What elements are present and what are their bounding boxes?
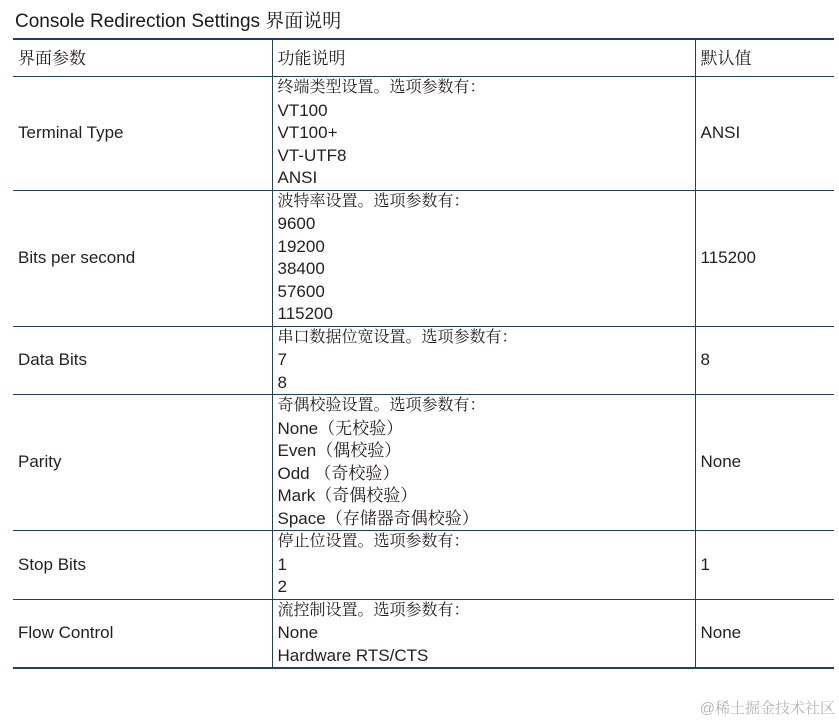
- description-intro: 终端类型设置。选项参数有：: [277, 79, 486, 96]
- column-header-parameter: 界面参数: [13, 39, 272, 77]
- default-value-cell: None: [695, 599, 834, 668]
- description-cell: [272, 531, 695, 600]
- option-item: VT100: [277, 100, 328, 120]
- description-intro: 流控制设置。选项参数有：: [277, 601, 470, 619]
- default-value-cell: 115200: [695, 190, 834, 326]
- option-item: VT-UTF8: [277, 145, 347, 165]
- description-intro: 奇偶校验设置。选项参数有：: [277, 397, 486, 414]
- description-intro: 停止位设置。选项参数有：: [277, 533, 470, 550]
- option-item: Odd （奇校验）: [277, 463, 400, 483]
- parameter-name-cell: Terminal Type: [13, 77, 272, 191]
- option-item: Even（偶校验）: [277, 441, 402, 460]
- table-body: [13, 77, 834, 669]
- parameter-name-cell: Stop Bits: [13, 531, 272, 600]
- option-item: 57600: [277, 281, 325, 301]
- table-row: [13, 326, 834, 395]
- description-intro: 串口数据位宽设置。选项参数有：: [277, 328, 518, 346]
- option-item: Space（存储器奇偶校验）: [277, 508, 479, 528]
- option-item: 115200: [277, 304, 333, 323]
- description-cell: [272, 190, 695, 326]
- default-value-cell: 1: [695, 531, 834, 600]
- default-value-cell: ANSI: [695, 77, 834, 191]
- option-item: ANSI: [277, 168, 318, 187]
- option-item: 9600: [277, 214, 316, 233]
- table-row: [13, 599, 834, 668]
- parameter-name-cell: Bits per second: [13, 190, 272, 326]
- description-cell: [272, 77, 695, 191]
- option-item: 1: [277, 554, 287, 574]
- option-item: VT100+: [277, 123, 338, 142]
- option-item: 8: [277, 372, 287, 392]
- option-item: None（无校验）: [277, 418, 404, 438]
- option-item: Mark（奇偶校验）: [277, 486, 418, 505]
- table-header-row: [13, 39, 834, 77]
- table-row: [13, 190, 834, 326]
- column-header-description: 功能说明: [272, 39, 695, 77]
- parameter-name-cell: Parity: [13, 395, 272, 531]
- option-item: 19200: [277, 236, 325, 256]
- default-value-cell: 8: [695, 326, 834, 395]
- option-item: 7: [277, 350, 287, 369]
- table-row: [13, 395, 834, 531]
- description-cell: [272, 326, 695, 395]
- option-item: Hardware RTS/CTS: [277, 645, 429, 665]
- settings-table: [13, 38, 834, 669]
- table-row: [13, 531, 834, 600]
- page-title: Console Redirection Settings 界面说明: [15, 11, 342, 32]
- parameter-name-cell: Data Bits: [13, 326, 272, 395]
- default-value-cell: None: [695, 395, 834, 531]
- description-cell: [272, 599, 695, 668]
- description-cell: [272, 395, 695, 531]
- description-intro: 波特率设置。选项参数有：: [277, 192, 470, 210]
- option-item: 2: [277, 577, 287, 596]
- column-header-default: 默认值: [695, 39, 834, 77]
- table-row: [13, 77, 834, 191]
- option-item: None: [277, 623, 319, 642]
- option-item: 38400: [277, 259, 325, 278]
- parameter-name-cell: Flow Control: [13, 599, 272, 668]
- watermark: @稀土掘金技术社区: [699, 700, 835, 717]
